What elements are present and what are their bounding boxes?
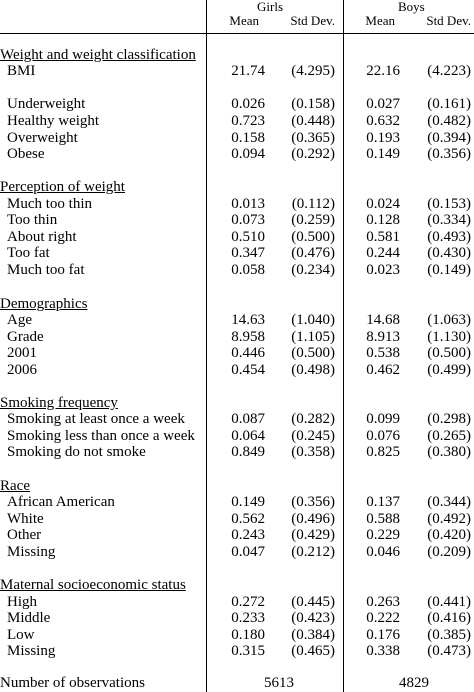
row-label: Middle	[7, 610, 51, 626]
row-label: Much too thin	[7, 196, 92, 212]
boys-sd: (0.356)	[427, 146, 471, 162]
row-label: About right	[7, 229, 77, 245]
boys-mean: 0.825	[366, 444, 400, 460]
boys-sd: (0.416)	[427, 610, 471, 626]
girls-mean: 0.064	[231, 428, 265, 444]
boys-mean: 0.338	[366, 643, 400, 659]
girls-sd: (4.295)	[291, 63, 335, 79]
row-label: Low	[7, 627, 35, 643]
row-label: Smoking do not smoke	[7, 444, 146, 460]
boys-sd: (0.441)	[427, 594, 471, 610]
girls-sd: (0.423)	[291, 610, 335, 626]
column-divider-boys	[343, 0, 344, 692]
girls-mean: 0.723	[231, 113, 265, 129]
girls-sd: (0.356)	[291, 494, 335, 510]
boys-sd: (0.499)	[427, 362, 471, 378]
boys-mean: 0.099	[366, 411, 400, 427]
girls-mean: 14.63	[231, 312, 265, 328]
girls-mean: 0.454	[231, 362, 265, 378]
boys-mean: 14.68	[366, 312, 400, 328]
girls-sd: (0.429)	[291, 527, 335, 543]
girls-mean: 0.073	[231, 212, 265, 228]
group-header-girls: Girls	[257, 0, 283, 14]
boys-mean: 0.024	[366, 196, 400, 212]
column-divider-girls	[206, 0, 207, 692]
boys-sd: (0.500)	[427, 345, 471, 361]
girls-mean: 0.446	[231, 345, 265, 361]
row-label: 2001	[7, 345, 37, 361]
girls-sd: (0.259)	[291, 212, 335, 228]
girls-sd: (0.498)	[291, 362, 335, 378]
girls-sd: (1.040)	[291, 312, 335, 328]
girls-sd: (0.245)	[291, 428, 335, 444]
girls-mean: 0.047	[231, 544, 265, 560]
girls-sd: (0.448)	[291, 113, 335, 129]
boys-sd: (0.153)	[427, 196, 471, 212]
row-label: BMI	[7, 63, 36, 79]
girls-mean: 0.315	[231, 643, 265, 659]
boys-mean: 0.046	[366, 544, 400, 560]
girls-mean: 0.158	[231, 130, 265, 146]
boys-mean: 0.244	[366, 245, 400, 261]
boys-mean: 0.193	[366, 130, 400, 146]
row-label: Underweight	[7, 96, 86, 112]
row-label: White	[7, 511, 44, 527]
girls-sd: (0.234)	[291, 262, 335, 278]
row-label: Obese	[7, 146, 45, 162]
boys-sd: (0.492)	[427, 511, 471, 527]
subheader-girls-mean: Mean	[229, 13, 259, 28]
girls-mean: 0.347	[231, 245, 265, 261]
section-title: Demographics	[0, 296, 88, 312]
section-title: Race	[0, 478, 30, 494]
boys-sd: (0.493)	[427, 229, 471, 245]
boys-mean: 0.076	[366, 428, 400, 444]
girls-sd: (0.112)	[291, 196, 335, 212]
girls-sd: (0.212)	[291, 544, 335, 560]
girls-mean: 21.74	[231, 63, 265, 79]
boys-sd: (0.209)	[427, 544, 471, 560]
boys-sd: (0.344)	[427, 494, 471, 510]
subheader-boys-sd: Std Dev.	[426, 13, 471, 28]
observations-girls: 5613	[264, 675, 294, 691]
girls-mean: 0.026	[231, 96, 265, 112]
boys-mean: 0.229	[366, 527, 400, 543]
girls-mean: 0.094	[231, 146, 265, 162]
girls-mean: 0.272	[231, 594, 265, 610]
girls-sd: (0.282)	[291, 411, 335, 427]
boys-mean: 22.16	[366, 63, 400, 79]
row-label: Age	[7, 312, 32, 328]
boys-sd: (1.063)	[427, 312, 471, 328]
row-label: 2006	[7, 362, 37, 378]
girls-sd: (0.365)	[291, 130, 335, 146]
girls-sd: (0.500)	[291, 229, 335, 245]
girls-mean: 8.958	[231, 329, 265, 345]
boys-mean: 0.263	[366, 594, 400, 610]
boys-mean: 0.027	[366, 96, 400, 112]
girls-mean: 0.180	[231, 627, 265, 643]
girls-mean: 0.233	[231, 610, 265, 626]
row-label: Too fat	[7, 245, 50, 261]
boys-sd: (0.380)	[427, 444, 471, 460]
girls-mean: 0.849	[231, 444, 265, 460]
row-label: Much too fat	[7, 262, 85, 278]
boys-mean: 0.538	[366, 345, 400, 361]
section-title: Perception of weight	[0, 179, 125, 195]
boys-mean: 8.913	[366, 329, 400, 345]
row-label: Missing	[7, 544, 56, 560]
header-rule	[0, 33, 474, 34]
subheader-boys-mean: Mean	[365, 13, 395, 28]
boys-sd: (0.265)	[427, 428, 471, 444]
row-label: Too thin	[7, 212, 58, 228]
boys-mean: 0.632	[366, 113, 400, 129]
row-label: Other	[7, 527, 42, 543]
row-label: African American	[7, 494, 115, 510]
girls-sd: (0.496)	[291, 511, 335, 527]
girls-mean: 0.058	[231, 262, 265, 278]
boys-mean: 0.149	[366, 146, 400, 162]
girls-sd: (0.445)	[291, 594, 335, 610]
section-title: Maternal socioeconomic status	[0, 577, 186, 593]
boys-mean: 0.588	[366, 511, 400, 527]
boys-mean: 0.023	[366, 262, 400, 278]
girls-sd: (0.465)	[291, 643, 335, 659]
boys-sd: (0.420)	[427, 527, 471, 543]
boys-mean: 0.581	[366, 229, 400, 245]
boys-mean: 0.137	[366, 494, 400, 510]
observations-boys: 4829	[399, 675, 429, 691]
boys-sd: (0.149)	[427, 262, 471, 278]
boys-sd: (0.298)	[427, 411, 471, 427]
girls-sd: (0.500)	[291, 345, 335, 361]
subheader-girls-sd: Std Dev.	[290, 13, 335, 28]
group-header-boys: Boys	[398, 0, 425, 14]
girls-mean: 0.087	[231, 411, 265, 427]
row-label: Missing	[7, 643, 56, 659]
girls-sd: (0.476)	[291, 245, 335, 261]
boys-mean: 0.462	[366, 362, 400, 378]
row-label: Smoking less than once a week	[7, 428, 195, 444]
row-label: Grade	[7, 329, 44, 345]
girls-mean: 0.243	[231, 527, 265, 543]
row-label: Healthy weight	[7, 113, 100, 129]
girls-mean: 0.013	[231, 196, 265, 212]
row-label: Smoking at least once a week	[7, 411, 185, 427]
girls-sd: (1.105)	[291, 329, 335, 345]
row-label: Overweight	[7, 130, 78, 146]
girls-mean: 0.149	[231, 494, 265, 510]
girls-sd: (0.358)	[291, 444, 335, 460]
section-title: Weight and weight classification	[0, 47, 196, 63]
girls-sd: (0.158)	[291, 96, 335, 112]
row-label: High	[7, 594, 37, 610]
boys-sd: (0.473)	[427, 643, 471, 659]
boys-sd: (0.482)	[427, 113, 471, 129]
boys-mean: 0.128	[366, 212, 400, 228]
girls-mean: 0.510	[231, 229, 265, 245]
girls-mean: 0.562	[231, 511, 265, 527]
boys-sd: (0.385)	[427, 627, 471, 643]
girls-sd: (0.384)	[291, 627, 335, 643]
girls-sd: (0.292)	[291, 146, 335, 162]
observations-label: Number of observations	[0, 675, 145, 691]
boys-sd: (4.223)	[427, 63, 471, 79]
boys-sd: (0.394)	[427, 130, 471, 146]
boys-sd: (0.334)	[427, 212, 471, 228]
boys-sd: (1.130)	[427, 329, 471, 345]
boys-sd: (0.430)	[427, 245, 471, 261]
section-title: Smoking frequency	[0, 395, 118, 411]
boys-sd: (0.161)	[427, 96, 471, 112]
boys-mean: 0.222	[366, 610, 400, 626]
boys-mean: 0.176	[366, 627, 400, 643]
